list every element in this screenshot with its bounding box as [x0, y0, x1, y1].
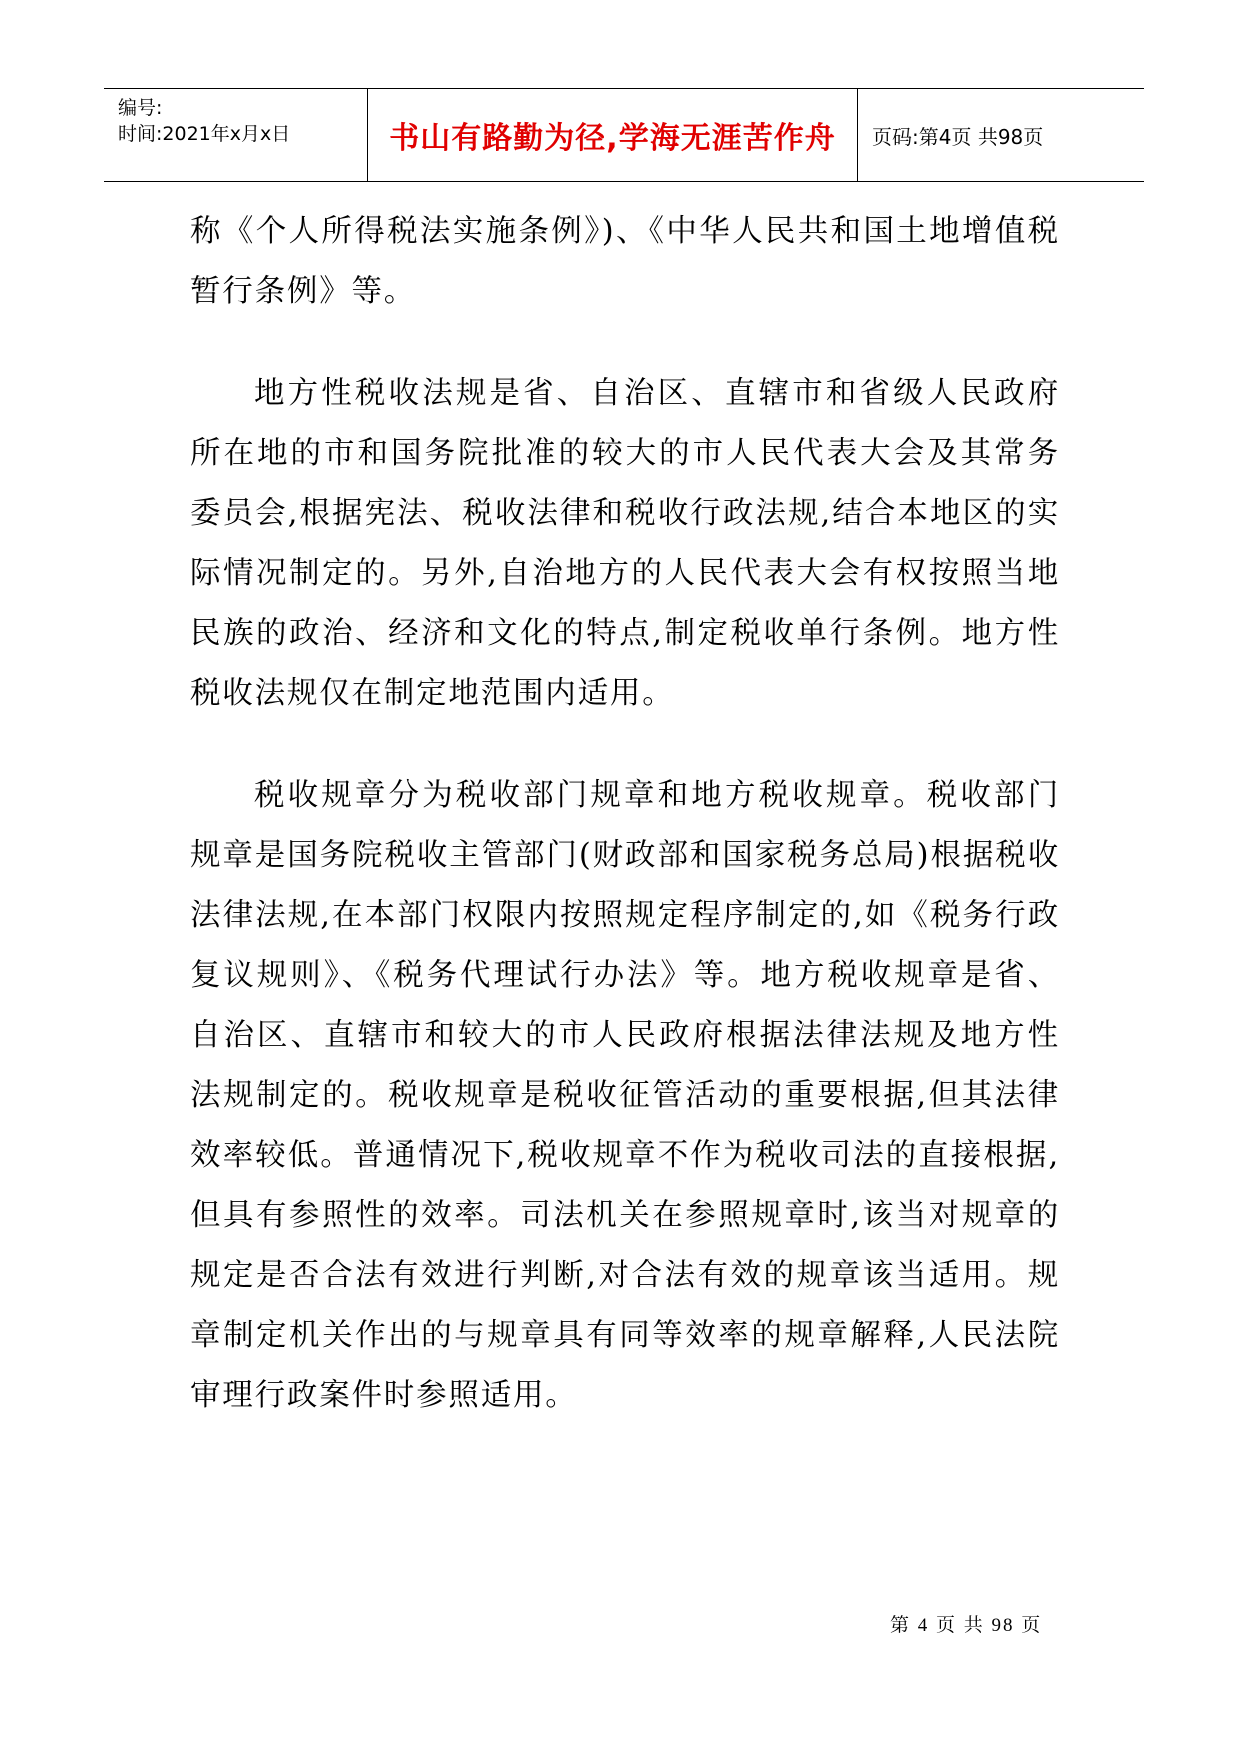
- number-label: 编号:: [118, 97, 163, 119]
- header-page-code: 页码:第4页 共98页: [872, 124, 1044, 149]
- paragraph-continued: 称《个人所得税法实施条例》)、《中华人民共和国土地增值税暂行条例》等。: [190, 214, 1060, 309]
- paragraph-tax-rules: 税收规章分为税收部门规章和地方税收规章。税收部门规章是国务院税收主管部门(财政部和国家税务总局)根据税收法律法规,在本部门权限内按照规定程序制定的,如《税务行政复议规则》、《税务代理试行办法》等。地方税收规章是省、自治区、直辖市和较大的市人民政府根据法律法规及地方性法规制定的。税收规章是税收征管活动的重要根据,但其法律效率较低。普通情况下,税收规章不作为税收司法的直接根据,但具有参照性的效率。司法机关在参照规章时,该当对规章的规定是否合法有效进行判断,对合法有效的规章该当适用。规章制定机关作出的与规章具有同等效率的规章解释,人民法院审理行政案件时参照适用。: [190, 778, 1060, 1413]
- header-meta: [104, 89, 368, 181]
- paragraph-local-regulations: 地方性税收法规是省、自治区、直辖市和省级人民政府所在地的市和国务院批准的较大的市人民代表大会及其常务委员会,根据宪法、税收法律和税收行政法规,结合本地区的实际情况制定的。另外,自治地方的人民代表大会有权按照当地民族的政治、经济和文化的特点,制定税收单行条例。地方性税收法规仅在制定地范围内适用。: [190, 376, 1060, 711]
- page-footer: 第 4 页 共 98 页: [890, 1615, 1043, 1636]
- document-body: [190, 202, 1060, 1426]
- document-header: [104, 88, 1144, 182]
- header-motto: 书山有路勤为径,学海无涯苦作舟: [368, 89, 858, 181]
- time-label: 时间:2021年x月x日: [118, 123, 291, 145]
